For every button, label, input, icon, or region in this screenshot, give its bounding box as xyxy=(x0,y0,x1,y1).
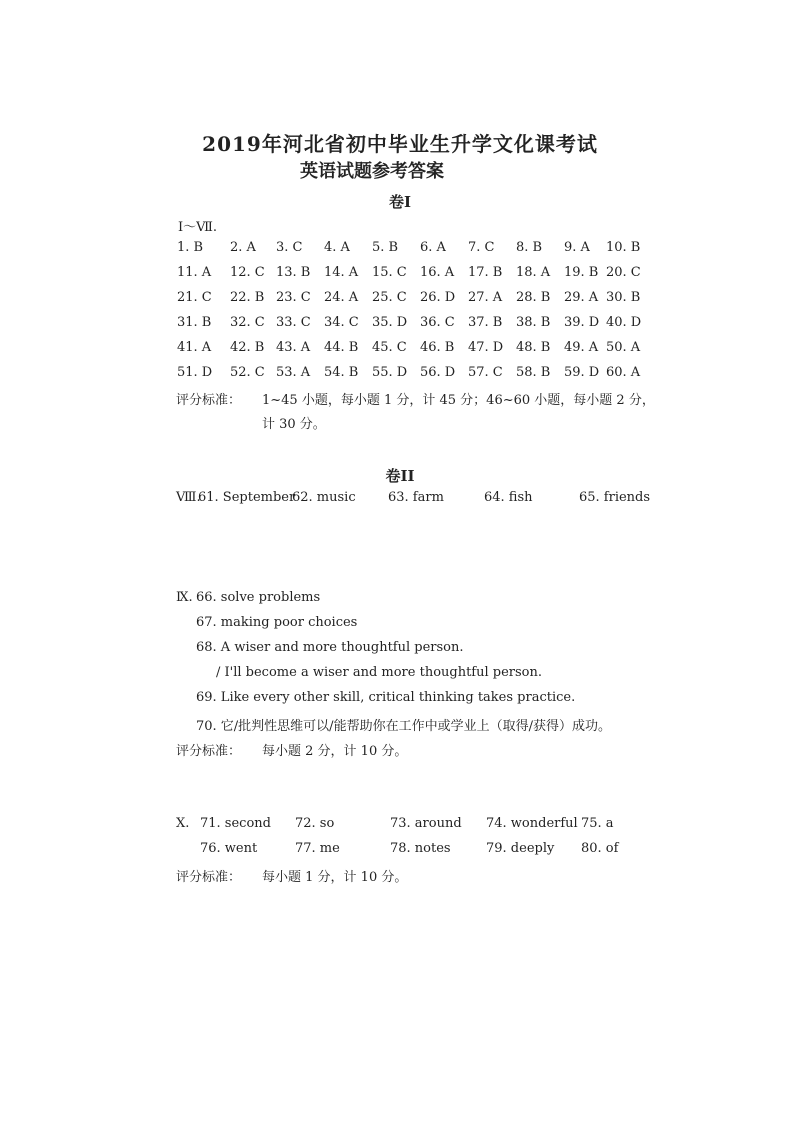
part2-heading: 卷II xyxy=(385,467,415,485)
answer-cell: 32. C xyxy=(230,315,265,330)
answer-71: 71. second xyxy=(200,816,271,831)
answer-cell: 48. B xyxy=(516,340,551,355)
answer-cell: 35. D xyxy=(372,315,408,330)
answer-75: 75. a xyxy=(581,816,614,831)
answer-61: 61. September xyxy=(198,490,296,505)
document-subtitle: 英语试题参考答案 xyxy=(300,161,444,182)
part1-section-label: Ⅰ～Ⅶ. xyxy=(178,220,218,235)
answer-cell: 47. D xyxy=(468,340,504,355)
answer-cell: 2. A xyxy=(230,240,256,255)
section10-scoring: 每小题 1 分，计 10 分。 xyxy=(262,870,408,885)
answer-68: 68. A wiser and more thoughtful person. xyxy=(196,640,464,655)
answer-79: 79. deeply xyxy=(486,841,555,856)
answer-cell: 49. A xyxy=(564,340,599,355)
document-title: 2019年河北省初中毕业生升学文化课考试 xyxy=(202,132,598,156)
answer-cell: 33. C xyxy=(276,315,311,330)
answer-cell: 42. B xyxy=(230,340,265,355)
answer-cell: 25. C xyxy=(372,290,407,305)
answer-cell: 57. C xyxy=(468,365,503,380)
section10-label: Ⅹ. xyxy=(176,816,190,831)
answer-cell: 7. C xyxy=(468,240,495,255)
answer-cell: 39. D xyxy=(564,315,600,330)
answer-cell: 56. D xyxy=(420,365,456,380)
answer-cell: 30. B xyxy=(606,290,641,305)
answer-cell: 23. C xyxy=(276,290,311,305)
answer-cell: 21. C xyxy=(177,290,212,305)
answer-cell: 58. B xyxy=(516,365,551,380)
section8-label: Ⅷ. xyxy=(176,490,201,505)
answer-cell: 8. B xyxy=(516,240,543,255)
answer-cell: 52. C xyxy=(230,365,265,380)
answer-cell: 28. B xyxy=(516,290,551,305)
section9-label: Ⅸ. xyxy=(176,590,193,605)
answer-70: 70. 它/批判性思维可以/能帮助你在工作中或学业上（取得/获得）成功。 xyxy=(196,719,611,734)
answer-cell: 18. A xyxy=(516,265,551,280)
answer-76: 76. went xyxy=(200,841,258,856)
answer-cell: 29. A xyxy=(564,290,599,305)
section9-scoring: 每小题 2 分，计 10 分。 xyxy=(262,744,408,759)
answer-63: 63. farm xyxy=(388,490,444,505)
answer-65: 65. friends xyxy=(579,490,651,505)
part1-scoring-line2: 计 30 分。 xyxy=(262,417,326,432)
answer-cell: 19. B xyxy=(564,265,599,280)
answer-cell: 53. A xyxy=(276,365,311,380)
answer-cell: 37. B xyxy=(468,315,503,330)
answer-cell: 44. B xyxy=(324,340,359,355)
answer-cell: 9. A xyxy=(564,240,590,255)
answer-cell: 17. B xyxy=(468,265,503,280)
answer-74: 74. wonderful xyxy=(486,816,578,831)
answer-cell: 24. A xyxy=(324,290,359,305)
answer-77: 77. me xyxy=(295,841,340,856)
answer-cell: 16. A xyxy=(420,265,455,280)
part1-scoring-line1: 1~45 小题，每小题 1 分，计 45 分；46~60 小题，每小题 2 分， xyxy=(262,393,655,408)
answer-66: 66. solve problems xyxy=(196,590,321,605)
answer-cell: 46. B xyxy=(420,340,455,355)
answer-cell: 10. B xyxy=(606,240,641,255)
part1-heading: 卷I xyxy=(388,193,412,211)
answer-cell: 3. C xyxy=(276,240,303,255)
part1-scoring-label: 评分标准： xyxy=(176,393,242,408)
answer-cell: 50. A xyxy=(606,340,641,355)
answer-cell: 11. A xyxy=(177,265,212,280)
answer-73: 73. around xyxy=(390,816,462,831)
answer-cell: 51. D xyxy=(177,365,213,380)
answer-cell: 45. C xyxy=(372,340,407,355)
answer-cell: 43. A xyxy=(276,340,311,355)
answer-cell: 34. C xyxy=(324,315,359,330)
answer-cell: 15. C xyxy=(372,265,407,280)
answer-67: 67. making poor choices xyxy=(196,615,358,630)
answer-62: 62. music xyxy=(292,490,356,505)
answer-64: 64. fish xyxy=(484,490,533,505)
answer-cell: 36. C xyxy=(420,315,455,330)
answer-cell: 14. A xyxy=(324,265,359,280)
answer-cell: 54. B xyxy=(324,365,359,380)
answer-cell: 60. A xyxy=(606,365,641,380)
answer-cell: 1. B xyxy=(177,240,204,255)
answer-cell: 31. B xyxy=(177,315,212,330)
answer-68-alt: / I'll become a wiser and more thoughtful person. xyxy=(216,665,543,680)
answer-cell: 12. C xyxy=(230,265,265,280)
answer-72: 72. so xyxy=(295,816,335,831)
answer-cell: 27. A xyxy=(468,290,503,305)
answer-cell: 40. D xyxy=(606,315,642,330)
answer-cell: 20. C xyxy=(606,265,641,280)
answer-cell: 6. A xyxy=(420,240,446,255)
answer-80: 80. of xyxy=(581,841,619,856)
answer-cell: 38. B xyxy=(516,315,551,330)
answer-cell: 41. A xyxy=(177,340,212,355)
answer-cell: 55. D xyxy=(372,365,408,380)
section9-scoring-label: 评分标准： xyxy=(176,744,242,759)
answer-cell: 26. D xyxy=(420,290,456,305)
answer-69: 69. Like every other skill, critical thinking takes practice. xyxy=(196,690,576,705)
section10-scoring-label: 评分标准： xyxy=(176,870,242,885)
answer-cell: 5. B xyxy=(372,240,399,255)
answer-cell: 22. B xyxy=(230,290,265,305)
answer-cell: 4. A xyxy=(324,240,350,255)
answer-78: 78. notes xyxy=(390,841,451,856)
answer-cell: 13. B xyxy=(276,265,311,280)
answer-cell: 59. D xyxy=(564,365,600,380)
